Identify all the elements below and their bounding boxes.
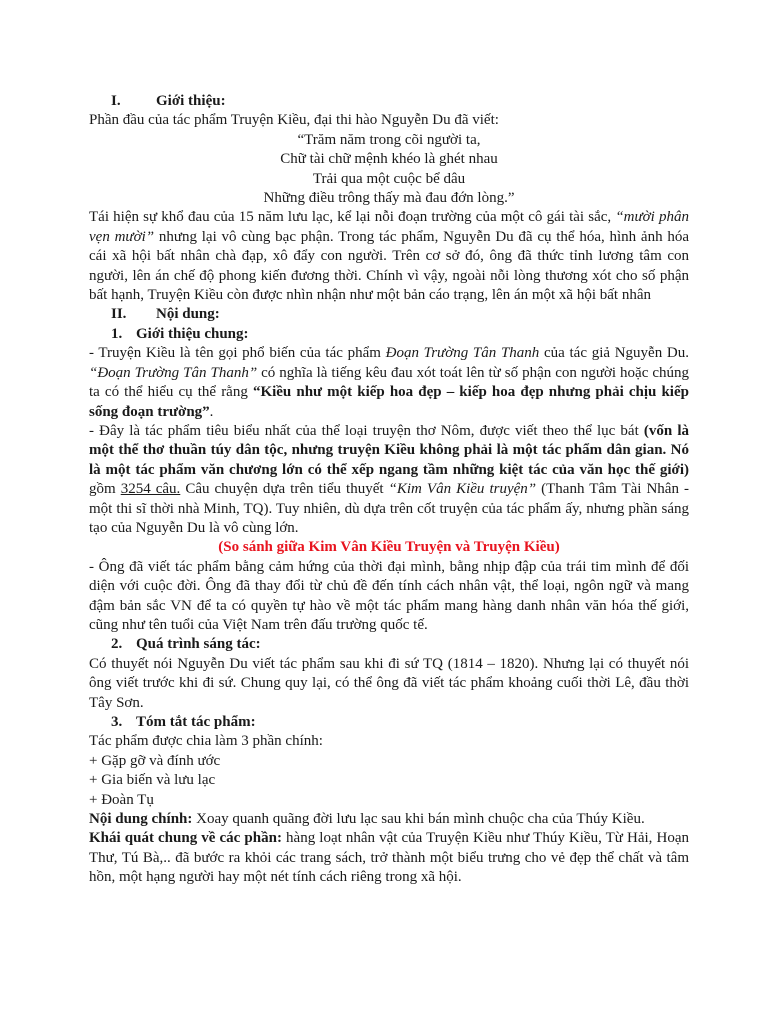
summary-item: + Gặp gỡ và đính ước <box>89 752 221 769</box>
text-run: Câu chuyện dựa trên tiểu thuyết <box>180 481 389 498</box>
text-run: có nghĩa là tiếng kêu đau xót toát lên từ số phận con người hoặc chúng ta có thể hiểu cụ thể rằng <box>89 364 689 401</box>
section-heading-intro <box>89 92 689 111</box>
text-run: gồm <box>89 481 121 498</box>
text-run: của tác giả Nguyễn Du. <box>539 345 689 362</box>
section-number: I. <box>111 93 121 109</box>
bold-label: Nội dung chính: <box>89 811 193 828</box>
bold-note: (vốn là một thể thơ thuần túy dân tộc, nhưng truyện Kiều không phải là một tác phẩm dân gian. Nó là một tác phẩm văn chương lớn có thể xếp ngang tầm những kiệt tác của văn học thế giới) <box>89 422 689 478</box>
intro-line: Phần đầu của tác phẩm Truyện Kiều, đại thi hào Nguyễn Du đã viết: <box>89 112 499 129</box>
bold-quote: “Kiều như một kiếp hoa đẹp – kiếp hoa đẹp nhưng phải chịu kiếp sống đoạn trường” <box>89 384 689 420</box>
subsection-number: 2. <box>111 636 123 653</box>
underlined-count: 3254 câu. <box>120 481 181 498</box>
subsection-title: Tóm tắt tác phẩm: <box>136 714 256 730</box>
subsection-title: Quá trình sáng tác: <box>136 636 261 653</box>
summary-item: + Đoàn Tụ <box>89 791 154 808</box>
text-run: hàng loạt nhân vật của Truyện Kiều như Thúy Kiều, Từ Hải, Hoạn Thư, Tú Bà,.. đã bước ra khỏi các trang sách, trở thành một biểu trưng cho vẻ đẹp thể chất và tâm hồn, một hạng người hay một nét tính cách riêng trong xã hội. <box>89 830 689 886</box>
subsection-heading-summary <box>89 713 689 732</box>
italic-title: Đoạn Trường Tân Thanh <box>385 345 540 362</box>
composition-paragraph: Có thuyết nói Nguyễn Du viết tác phẩm sau khi đi sứ TQ (1814 – 1820). Nhưng lại có thuyết nói ông viết trước khi đi sứ. Chung quy lại, có thể ông đã viết tác phẩm khoảng cuối thời Lê, đầu thời Tây Sơn. <box>89 655 689 711</box>
bold-label: Khái quát chung về các phần: <box>89 830 282 847</box>
subsection-title: Giới thiệu chung: <box>136 325 249 342</box>
text-run: . <box>209 403 214 420</box>
text-run: - Đây là tác phẩm tiêu biểu nhất của thể loại truyện thơ Nôm, được viết theo thể lục bát <box>89 422 644 439</box>
document-page <box>89 92 689 888</box>
summary-item: + Gia biến và lưu lạc <box>89 772 216 789</box>
poem-line: “Trăm năm trong cõi người ta, <box>297 131 481 148</box>
italic-title: “Đoạn Trường Tân Thanh” <box>89 364 258 381</box>
poem-quote <box>89 131 689 209</box>
subsection-number: 1. <box>111 325 123 342</box>
overview-paragraph-2 <box>89 422 689 538</box>
comparison-note: (So sánh giữa Kim Vân Kiều Truyện và Truyện Kiều) <box>218 539 560 556</box>
section-heading-content <box>89 305 689 324</box>
section-title: Giới thiệu: <box>156 93 226 109</box>
overview-paragraph-3: - Ông đã viết tác phẩm bằng cảm hứng của thời đại mình, bằng nhịp đập của trái tim mình để đối diện với cuộc đời. Ông đã thay đổi từ chủ đề đến tính cách nhân vật, thể loại, ngôn ngữ và mang đậm bản sắc VN để ta có quyền tự hào về một tác phẩm mang hàng danh nhân văn hóa thế giới, cũng như tên tuổi của Việt Nam trên đấu trường quốc tế. <box>89 558 689 633</box>
poem-line: Chữ tài chữ mệnh khéo là ghét nhau <box>280 151 498 168</box>
section-title: Nội dung: <box>156 306 220 323</box>
italic-quote: “mười phân vẹn mười” <box>89 209 690 245</box>
general-overview-paragraph <box>89 829 689 887</box>
summary-intro: Tác phẩm được chia làm 3 phần chính: <box>89 733 323 750</box>
subsection-heading-composition <box>89 635 689 654</box>
overview-paragraph-1 <box>89 344 689 422</box>
section-number: II. <box>111 306 127 323</box>
text-run: (Thanh Tâm Tài Nhân - một thi sĩ thời nhà Minh, TQ). Tuy nhiên, dù dựa trên cốt truyện của tác phẩm ấy, nhưng phần sáng tạo của Nguyễn Du là vô cùng lớn. <box>89 481 689 536</box>
text-run: nhưng lại vô cùng bạc phận. Trong tác phẩm, Nguyễn Du đã cụ thể hóa, hình ảnh hóa cái xã hội bất nhân chà đạp, xô đẩy con người. Trên cơ sở đó, ông đã thức tỉnh lương tâm con người, lên án chế độ phong kiến đương thời. Chính vì vậy, ngoài nỗi lòng thương xót cho số phận bất hạnh, Truyện Kiều còn được nhìn nhận như một bản cáo trạng, lên án một xã hội bất nhân <box>89 228 689 304</box>
poem-line: Những điều trông thấy mà đau đớn lòng.” <box>263 190 515 207</box>
subsection-number: 3. <box>111 714 123 730</box>
text-run: - Truyện Kiều là tên gọi phổ biến của tác phẩm <box>89 345 386 362</box>
text-run: Xoay quanh quãng đời lưu lạc sau khi bán mình chuộc cha của Thúy Kiều. <box>192 811 645 828</box>
subsection-heading-overview <box>89 325 689 344</box>
main-content-paragraph <box>89 810 689 829</box>
italic-title: “Kim Vân Kiều truyện” <box>388 481 537 498</box>
intro-paragraph <box>89 208 689 305</box>
text-run: Tái hiện sự khổ đau của 15 năm lưu lạc, kể lại nỗi đoạn trường của một cô gái tài sắc, <box>89 209 616 226</box>
poem-line: Trải qua một cuộc bể dâu <box>312 170 466 187</box>
